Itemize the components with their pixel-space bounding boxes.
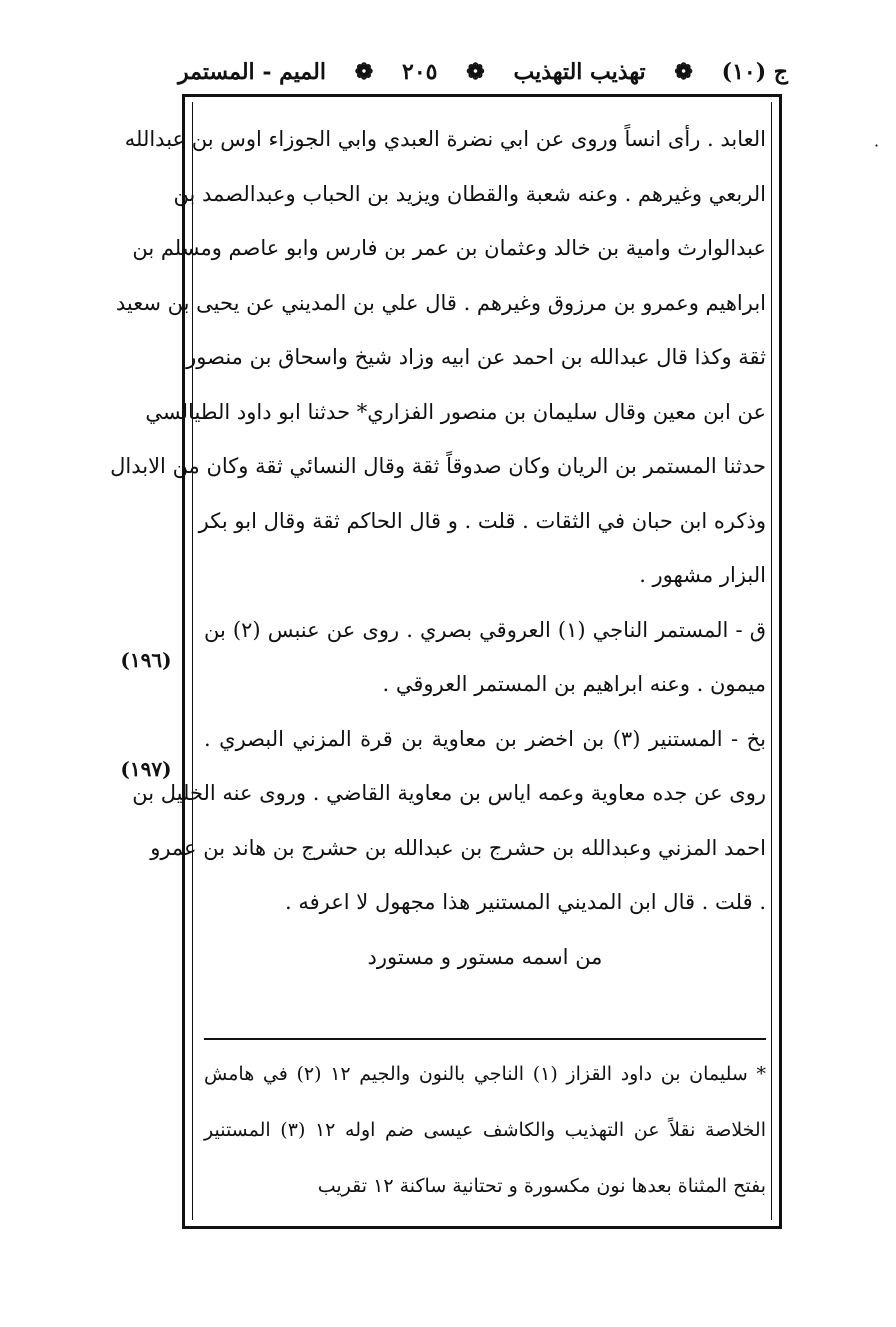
text-line: ميمون . وعنه ابراهيم بن المستمر العروقي . <box>382 672 766 696</box>
text-line: ابراهيم وعمرو بن مرزوق وغيرهم . قال علي بن المديني عن يحيى بن سعيد <box>115 290 766 315</box>
text-line: الربعي وغيرهم . وعنه شعبة والقطان ويزيد بن الحباب وعبدالصمد بن <box>173 181 766 206</box>
header-ornament-1: ❁ <box>674 59 693 85</box>
footnotes-block <box>204 1046 766 1214</box>
entry-heading-line: بخ - المستنير (٣) بن اخضر بن معاوية بن قرة المزني البصري . <box>204 726 766 751</box>
header-page-number: ٢٠٥ <box>402 59 438 85</box>
edge-mark: · <box>874 136 880 155</box>
header-ornament-3: ❁ <box>354 59 374 85</box>
footnote-line: الخلاصة نقلاً عن التهذيب والكاشف عيسى ضم اوله ١٢ (٣) المستنير <box>204 1119 766 1141</box>
entry-heading-line: ق - المستمر الناجي (١) العروقي بصري . روى عن عنبس (٢) بن <box>204 617 766 642</box>
entry-number-196: (١٩٦) <box>120 648 172 672</box>
section-subheading: من اسمه مستور و مستورد <box>367 944 603 969</box>
header-volume: ج (١٠) <box>721 59 788 85</box>
text-line: روى عن جده معاوية وعمه اياس بن معاوية القاضي . وروى عنه الخليل بن <box>132 781 766 805</box>
text-line: عن ابن معين وقال سليمان بن منصور الفزاري* حدثنا ابو داود الطيالسي <box>145 399 766 424</box>
text-line: ثقة وكذا قال عبدالله بن احمد عن ابيه وزاد شيخ واسحاق بن منصور <box>186 345 766 369</box>
footnote-line: بفتح المثناة بعدها نون مكسورة و تحتانية ساكنة ١٢ تقريب <box>317 1175 766 1197</box>
text-line: عبدالوارث وامية بن خالد وعثمان بن عمر بن فارس وابو عاصم ومسلم بن <box>132 236 766 260</box>
text-line: العابد . رأى انساً وروى عن ابي نضرة العبدي وابي الجوزاء اوس بن عبدالله <box>124 127 766 151</box>
entry-number-197: (١٩٧) <box>120 757 172 781</box>
header-section: الميم - المستمر <box>178 59 326 85</box>
text-line: احمد المزني وعبدالله بن حشرج بن عبدالله بن حشرج بن هاند بن عمرو <box>150 835 766 860</box>
header-ornament-2: ❁ <box>466 59 485 85</box>
text-line: حدثنا المستمر بن الريان وكان صدوقاً ثقة وقال النسائي ثقة وكان من الابدال <box>110 454 766 478</box>
text-line: وذكره ابن حبان في الثقات . قلت . و قال الحاكم ثقة وقال ابو بكر <box>198 508 766 533</box>
text-line: . قلت . قال ابن المديني المستنير هذا مجهول لا اعرفه . <box>285 890 766 914</box>
footnote-divider <box>204 1038 766 1040</box>
text-line: البزار مشهور . <box>639 563 766 587</box>
footnote-line: * سليمان بن داود القزاز (١) الناجي بالنون والجيم ١٢ (٢) في هامش <box>204 1063 767 1085</box>
header-book-title: تهذيب التهذيب <box>513 59 646 85</box>
running-header <box>178 52 788 92</box>
